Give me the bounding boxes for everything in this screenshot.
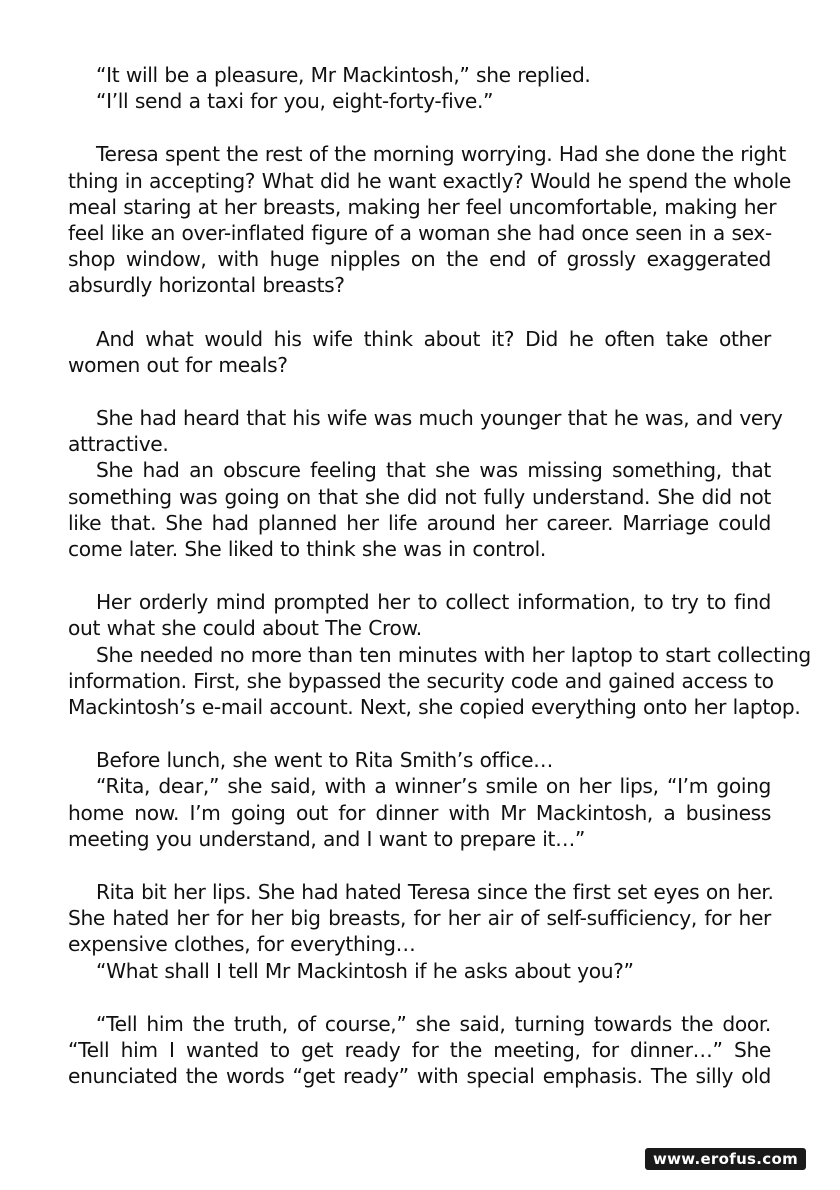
paragraph [68,326,771,378]
paragraph [68,1011,771,1090]
text-line: home now. I’m going out for dinner with Mr Mackintosh, a business [68,800,771,825]
paragraph-spacer [68,299,771,326]
text-line: Teresa spent the rest of the morning worrying. Had she done the right [96,142,786,167]
paragraph [68,642,811,721]
text-line: out what she could about The Crow. [68,616,422,641]
paragraph-spacer [68,114,771,141]
text-line: Mackintosh’s e-mail account. Next, she copied everything onto her laptop. [68,695,801,720]
paragraph [68,62,771,88]
text-line: feel like an over-inflated figure of a woman she had once seen in a sex- [68,221,772,246]
paragraph-spacer [68,378,771,405]
paragraph-spacer [68,852,771,879]
text-line: Her orderly mind prompted her to collect information, to try to find [96,590,771,615]
paragraph [68,88,771,114]
paragraph [68,405,783,457]
paragraph [68,958,771,984]
text-line: She hated her for her big breasts, for her air of self-sufficiency, for her [68,906,771,931]
text-line: “Tell him the truth, of course,” she said, turning towards the door. [96,1011,771,1036]
text-line: shop window, with huge nipples on the end of grossly exaggerated [68,247,771,272]
paragraph [68,747,771,773]
text-line: absurdly horizontal breasts? [68,273,345,298]
text-line: Before lunch, she went to Rita Smith’s office… [96,748,554,773]
paragraph [68,773,771,852]
text-line: “Rita, dear,” she said, with a winner’s smile on her lips, “I’m going [96,774,771,799]
paragraph [68,879,774,958]
text-line: attractive. [68,432,169,457]
text-line: And what would his wife think about it? Did he often take other [96,326,771,351]
text-line: She had heard that his wife was much younger that he was, and very [96,406,783,431]
paragraph-spacer [68,984,771,1011]
text-line: She had an obscure feeling that she was missing something, that [96,458,771,483]
text-line: “What shall I tell Mr Mackintosh if he asks about you?” [96,958,634,983]
text-line: Rita bit her lips. She had hated Teresa since the first set eyes on her. [96,880,774,905]
paragraph-spacer [68,720,771,747]
paragraph [68,141,791,298]
text-line: She needed no more than ten minutes with her laptop to start collecting [96,642,811,667]
site-watermark: www.erofus.com [645,1148,806,1170]
text-line: expensive clothes, for everything… [68,932,416,957]
paragraph [68,589,771,641]
text-line: “I’ll send a taxi for you, eight-forty-five.” [96,89,494,114]
text-line: “Tell him I wanted to get ready for the meeting, for dinner…” She [68,1038,771,1063]
text-line: information. First, she bypassed the security code and gained access to [68,668,774,693]
text-line: meal staring at her breasts, making her feel uncomfortable, making her [68,194,777,219]
text-line: meeting you understand, and I want to prepare it…” [68,826,586,851]
text-line: something was going on that she did not fully understand. She did not [68,484,771,509]
text-line: come later. She liked to think she was in control. [68,537,546,562]
text-line: “It will be a pleasure, Mr Mackintosh,” she replied. [96,63,591,87]
text-line: enunciated the words “get ready” with special emphasis. The silly old [68,1064,771,1089]
paragraph [68,457,771,562]
text-line: women out for meals? [68,352,288,377]
text-line: like that. She had planned her life around her career. Marriage could [68,510,771,535]
paragraph-spacer [68,562,771,589]
text-line: thing in accepting? What did he want exactly? Would he spend the whole [68,168,791,193]
document-page [68,62,811,1090]
